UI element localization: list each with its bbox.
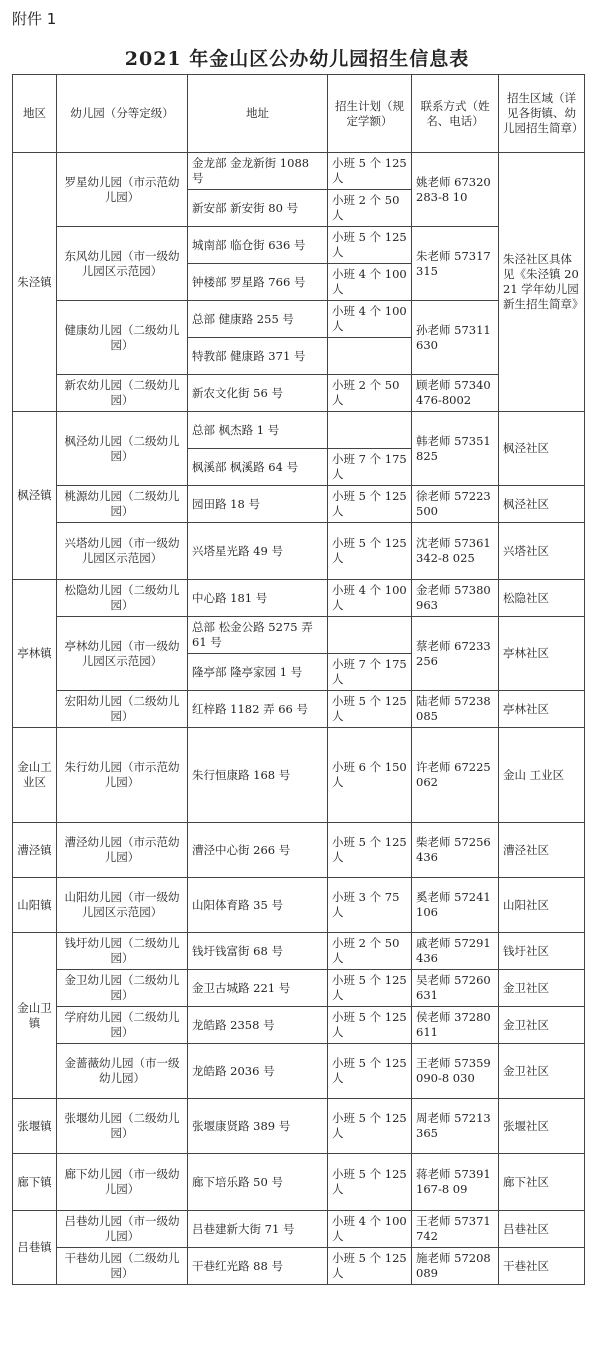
campus-address: 总部 健康路 255 号: [188, 301, 328, 338]
header-district: 地区: [13, 75, 57, 153]
enrollment-plan: 小班 3 个 75 人: [328, 878, 412, 933]
campus-address: 总部 枫杰路 1 号: [188, 412, 328, 449]
district-name: 山阳镇: [13, 878, 57, 933]
header-address: 地址: [188, 75, 328, 153]
contact-info: 柴老师 57256436: [412, 823, 499, 878]
campus-address: 兴塔星光路 49 号: [188, 523, 328, 580]
kindergarten-name: 宏阳幼儿园（二级幼儿园）: [57, 691, 188, 728]
enrollment-area: 金卫社区: [499, 970, 585, 1007]
enrollment-area: 干巷社区: [499, 1248, 585, 1285]
page-title: 2021 年金山区公办幼儿园招生信息表: [124, 48, 470, 70]
district-name: 金山卫镇: [13, 933, 57, 1099]
contact-info: 施老师 57208089: [412, 1248, 499, 1285]
enrollment-area: 廊下社区: [499, 1154, 585, 1211]
header-contact: 联系方式（姓名、电话）: [412, 75, 499, 153]
campus-address: 总部 松金公路 5275 弄 61 号: [188, 617, 328, 654]
kindergarten-name: 亭林幼儿园（市一级幼儿园区示范园）: [57, 617, 188, 691]
enrollment-area: 枫泾社区: [499, 486, 585, 523]
kindergarten-name: 山阳幼儿园（市一级幼儿园区示范园）: [57, 878, 188, 933]
enrollment-plan: 小班 5 个 125 人: [328, 486, 412, 523]
campus-address: 张堰康贤路 389 号: [188, 1099, 328, 1154]
enrollment-plan: 小班 5 个 125 人: [328, 1248, 412, 1285]
contact-info: 朱老师 57317315: [412, 227, 499, 301]
kindergarten-name: 松隐幼儿园（二级幼儿园）: [57, 580, 188, 617]
contact-info: 徐老师 57223500: [412, 486, 499, 523]
enrollment-plan: 小班 2 个 50 人: [328, 375, 412, 412]
contact-info: 王老师 57371742: [412, 1211, 499, 1248]
campus-address: 城南部 临仓街 636 号: [188, 227, 328, 264]
kindergarten-name: 兴塔幼儿园（市一级幼儿园区示范园）: [57, 523, 188, 580]
contact-info: 许老师 67225062: [412, 728, 499, 823]
campus-address: 漕泾中心街 266 号: [188, 823, 328, 878]
enrollment-area: 金卫社区: [499, 1044, 585, 1099]
contact-info: 周老师 57213365: [412, 1099, 499, 1154]
kindergarten-name: 枫泾幼儿园（二级幼儿园）: [57, 412, 188, 486]
header-kindergarten: 幼儿园（分等定级）: [57, 75, 188, 153]
campus-address: 新安部 新安街 80 号: [188, 190, 328, 227]
table-row: [13, 1248, 585, 1285]
contact-info: 奚老师 57241106: [412, 878, 499, 933]
enrollment-plan: 小班 5 个 125 人: [328, 153, 412, 190]
table-row: [13, 933, 585, 970]
district-name: 吕巷镇: [13, 1211, 57, 1285]
enrollment-plan: [328, 412, 412, 449]
kindergarten-name: 廊下幼儿园（市一级幼儿园）: [57, 1154, 188, 1211]
district-name: 漕泾镇: [13, 823, 57, 878]
campus-address: 廊下培乐路 50 号: [188, 1154, 328, 1211]
contact-info: 沈老师 57361342-8 025: [412, 523, 499, 580]
enrollment-plan: 小班 5 个 125 人: [328, 691, 412, 728]
admission-table: [12, 74, 585, 1285]
enrollment-area: 山阳社区: [499, 878, 585, 933]
kindergarten-name: 东风幼儿园（市一级幼儿园区示范园）: [57, 227, 188, 301]
enrollment-area: 金卫社区: [499, 1007, 585, 1044]
kindergarten-name: 张堰幼儿园（二级幼儿园）: [57, 1099, 188, 1154]
table-row: [13, 523, 585, 580]
header-area: 招生区域（详见各街镇、幼儿园招生简章）: [499, 75, 585, 153]
campus-address: 龙皓路 2358 号: [188, 1007, 328, 1044]
enrollment-plan: 小班 5 个 125 人: [328, 823, 412, 878]
enrollment-area: 钱圩社区: [499, 933, 585, 970]
district-name: 张堰镇: [13, 1099, 57, 1154]
campus-address: 金龙部 金龙新街 1088 号: [188, 153, 328, 190]
table-row: [13, 1099, 585, 1154]
table-row: [13, 878, 585, 933]
campus-address: 金卫古城路 221 号: [188, 970, 328, 1007]
header-row: [13, 75, 585, 153]
enrollment-plan: 小班 4 个 100 人: [328, 264, 412, 301]
contact-info: 陆老师 57238085: [412, 691, 499, 728]
contact-info: 韩老师 57351825: [412, 412, 499, 486]
enrollment-area: 亭林社区: [499, 691, 585, 728]
campus-address: 龙皓路 2036 号: [188, 1044, 328, 1099]
enrollment-plan: 小班 2 个 50 人: [328, 190, 412, 227]
district-name: 廊下镇: [13, 1154, 57, 1211]
contact-info: 姚老师 67320283-8 10: [412, 153, 499, 227]
contact-info: 蔡老师 67233256: [412, 617, 499, 691]
campus-address: 干巷红光路 88 号: [188, 1248, 328, 1285]
attachment-label: 附件 1: [12, 10, 57, 28]
contact-info: 戚老师 57291436: [412, 933, 499, 970]
enrollment-area: 朱泾社区具体见《朱泾镇 2021 学年幼儿园新生招生简章》: [499, 153, 585, 412]
enrollment-plan: 小班 5 个 125 人: [328, 1154, 412, 1211]
enrollment-area: 张堰社区: [499, 1099, 585, 1154]
contact-info: 王老师 57359090-8 030: [412, 1044, 499, 1099]
district-name: 枫泾镇: [13, 412, 57, 580]
enrollment-plan: 小班 2 个 50 人: [328, 933, 412, 970]
kindergarten-name: 健康幼儿园（二级幼儿园）: [57, 301, 188, 375]
table-row: [13, 1211, 585, 1248]
enrollment-area: 金山 工业区: [499, 728, 585, 823]
enrollment-plan: 小班 4 个 100 人: [328, 301, 412, 338]
campus-address: 特教部 健康路 371 号: [188, 338, 328, 375]
contact-info: 孙老师 57311630: [412, 301, 499, 375]
table-row: [13, 728, 585, 823]
contact-info: 顾老师 57340476-8002: [412, 375, 499, 412]
kindergarten-name: 学府幼儿园（二级幼儿园）: [57, 1007, 188, 1044]
kindergarten-name: 金蔷薇幼儿园（市一级幼儿园）: [57, 1044, 188, 1099]
enrollment-plan: 小班 5 个 125 人: [328, 970, 412, 1007]
enrollment-plan: 小班 4 个 100 人: [328, 580, 412, 617]
enrollment-plan: [328, 617, 412, 654]
campus-address: 朱行恒康路 168 号: [188, 728, 328, 823]
kindergarten-name: 钱圩幼儿园（二级幼儿园）: [57, 933, 188, 970]
kindergarten-name: 朱行幼儿园（市示范幼儿园）: [57, 728, 188, 823]
campus-address: 中心路 181 号: [188, 580, 328, 617]
table-row: [13, 970, 585, 1007]
campus-address: 枫溪部 枫溪路 64 号: [188, 449, 328, 486]
table-row: [13, 580, 585, 617]
table-row: [13, 1044, 585, 1099]
contact-info: 蒋老师 57391167-8 09: [412, 1154, 499, 1211]
enrollment-plan: [328, 338, 412, 375]
table-row: [13, 617, 585, 654]
kindergarten-name: 干巷幼儿园（二级幼儿园）: [57, 1248, 188, 1285]
header-plan: 招生计划（规定学额）: [328, 75, 412, 153]
campus-address: 吕巷建新大街 71 号: [188, 1211, 328, 1248]
table-row: [13, 486, 585, 523]
enrollment-area: 吕巷社区: [499, 1211, 585, 1248]
campus-address: 新农文化街 56 号: [188, 375, 328, 412]
enrollment-area: 松隐社区: [499, 580, 585, 617]
enrollment-plan: 小班 6 个 150 人: [328, 728, 412, 823]
enrollment-area: 兴塔社区: [499, 523, 585, 580]
kindergarten-name: 桃源幼儿园（二级幼儿园）: [57, 486, 188, 523]
campus-address: 园田路 18 号: [188, 486, 328, 523]
enrollment-plan: 小班 5 个 125 人: [328, 227, 412, 264]
district-name: 朱泾镇: [13, 153, 57, 412]
table-row: [13, 1154, 585, 1211]
enrollment-plan: 小班 5 个 125 人: [328, 1044, 412, 1099]
district-name: 亭林镇: [13, 580, 57, 728]
enrollment-plan: 小班 4 个 100 人: [328, 1211, 412, 1248]
table-row: [13, 823, 585, 878]
kindergarten-name: 罗星幼儿园（市示范幼儿园）: [57, 153, 188, 227]
table-row: [13, 412, 585, 449]
contact-info: 吴老师 57260631: [412, 970, 499, 1007]
enrollment-plan: 小班 7 个 175 人: [328, 449, 412, 486]
enrollment-area: 漕泾社区: [499, 823, 585, 878]
district-name: 金山工业区: [13, 728, 57, 823]
campus-address: 钟楼部 罗星路 766 号: [188, 264, 328, 301]
campus-address: 隆亭部 隆亭家园 1 号: [188, 654, 328, 691]
enrollment-plan: 小班 5 个 125 人: [328, 523, 412, 580]
enrollment-plan: 小班 7 个 175 人: [328, 654, 412, 691]
table-row: [13, 1007, 585, 1044]
enrollment-area: 枫泾社区: [499, 412, 585, 486]
table-row: [13, 691, 585, 728]
campus-address: 山阳体育路 35 号: [188, 878, 328, 933]
kindergarten-name: 吕巷幼儿园（市一级幼儿园）: [57, 1211, 188, 1248]
table-row: [13, 153, 585, 190]
kindergarten-name: 金卫幼儿园（二级幼儿园）: [57, 970, 188, 1007]
contact-info: 金老师 57380963: [412, 580, 499, 617]
enrollment-plan: 小班 5 个 125 人: [328, 1099, 412, 1154]
campus-address: 钱圩钱富街 68 号: [188, 933, 328, 970]
enrollment-plan: 小班 5 个 125 人: [328, 1007, 412, 1044]
enrollment-area: 亭林社区: [499, 617, 585, 691]
kindergarten-name: 漕泾幼儿园（市示范幼儿园）: [57, 823, 188, 878]
kindergarten-name: 新农幼儿园（二级幼儿园）: [57, 375, 188, 412]
campus-address: 红梓路 1182 弄 66 号: [188, 691, 328, 728]
contact-info: 侯老师 37280611: [412, 1007, 499, 1044]
